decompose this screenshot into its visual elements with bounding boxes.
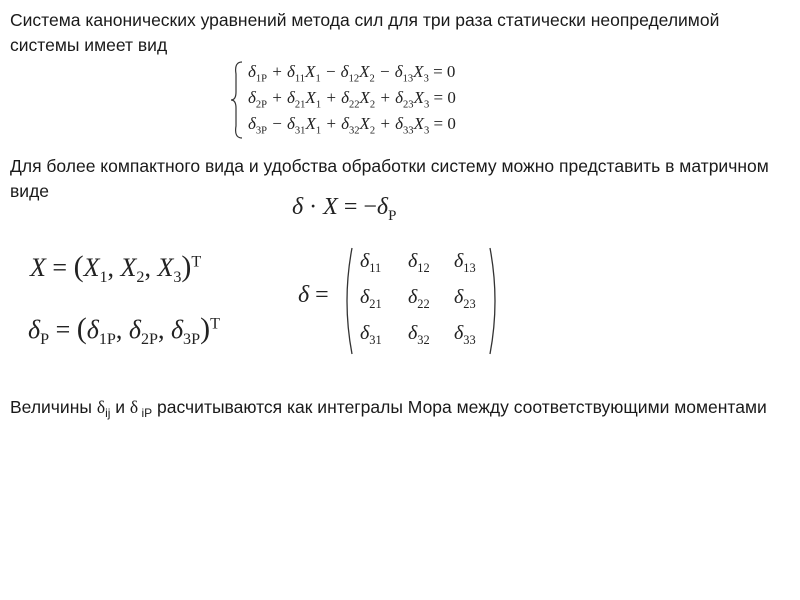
closing-text-pre: Величины [10,397,97,417]
intro-paragraph: Система канонических уравнений метода сил для три раза статически неопределимой системы имеет вид [10,10,720,55]
matrix-cell: $\delta_{21}$ [360,286,382,311]
matrix-cell: $\delta_{33}$ [454,322,476,347]
matrix-cell: $\delta_{22}$ [408,286,430,311]
delta-symbol: δ [129,397,139,417]
matrix-form-paragraph: Для более компактного вида и удобства обработки систему можно представить в матричном виде [10,156,769,201]
matrix-cell: $\delta_{11}$ [360,250,382,275]
matrix-cell: $\delta_{12}$ [408,250,430,275]
matrix-right-paren-icon [488,246,502,356]
matrix-cell: $\delta_{31}$ [360,322,382,347]
system-row-2: $\delta_{2P} + \delta_{21}X_1 + \delta_{22}X_2 + \delta_{23}X_3 = 0$ [248,88,456,111]
delta-matrix [298,246,508,356]
closing-text-mid: и [110,397,130,417]
deltaP-vector: $\delta_P = (\delta_{1P}$, $\delta_{2P}$, $\delta_{3P})^T$ [28,312,220,349]
closing-text-post: расчитываются как интегралы Мора между соответствующими моментами [152,397,767,417]
delta-subscript: ij [105,406,111,420]
matrix-equation: $\delta \cdot X = -\delta_P$ [292,194,397,224]
delta-subscript: iP [138,406,153,420]
matrix-left-paren-icon [340,246,354,356]
matrix-cell: $\delta_{23}$ [454,286,476,311]
system-row-1: $\delta_{1P} + \delta_{11}X_1 - \delta_{12}X_2 - \delta_{13}X_3 = 0$ [248,62,456,85]
matrix-cell: $\delta_{32}$ [408,322,430,347]
system-brace-icon [230,60,244,140]
equation-system [230,60,480,140]
matrix-cell: $\delta_{13}$ [454,250,476,275]
delta-matrix-symbol: δ = [298,282,329,308]
delta-symbol: δ [96,397,106,417]
system-row-3: $\delta_{3P} - \delta_{31}X_1 + \delta_{32}X_2 + \delta_{33}X_3 = 0$ [248,114,456,137]
x-vector: $X = (X_1$, $X_2$, $X_3)^T$ [30,250,202,287]
closing-paragraph [10,395,785,426]
